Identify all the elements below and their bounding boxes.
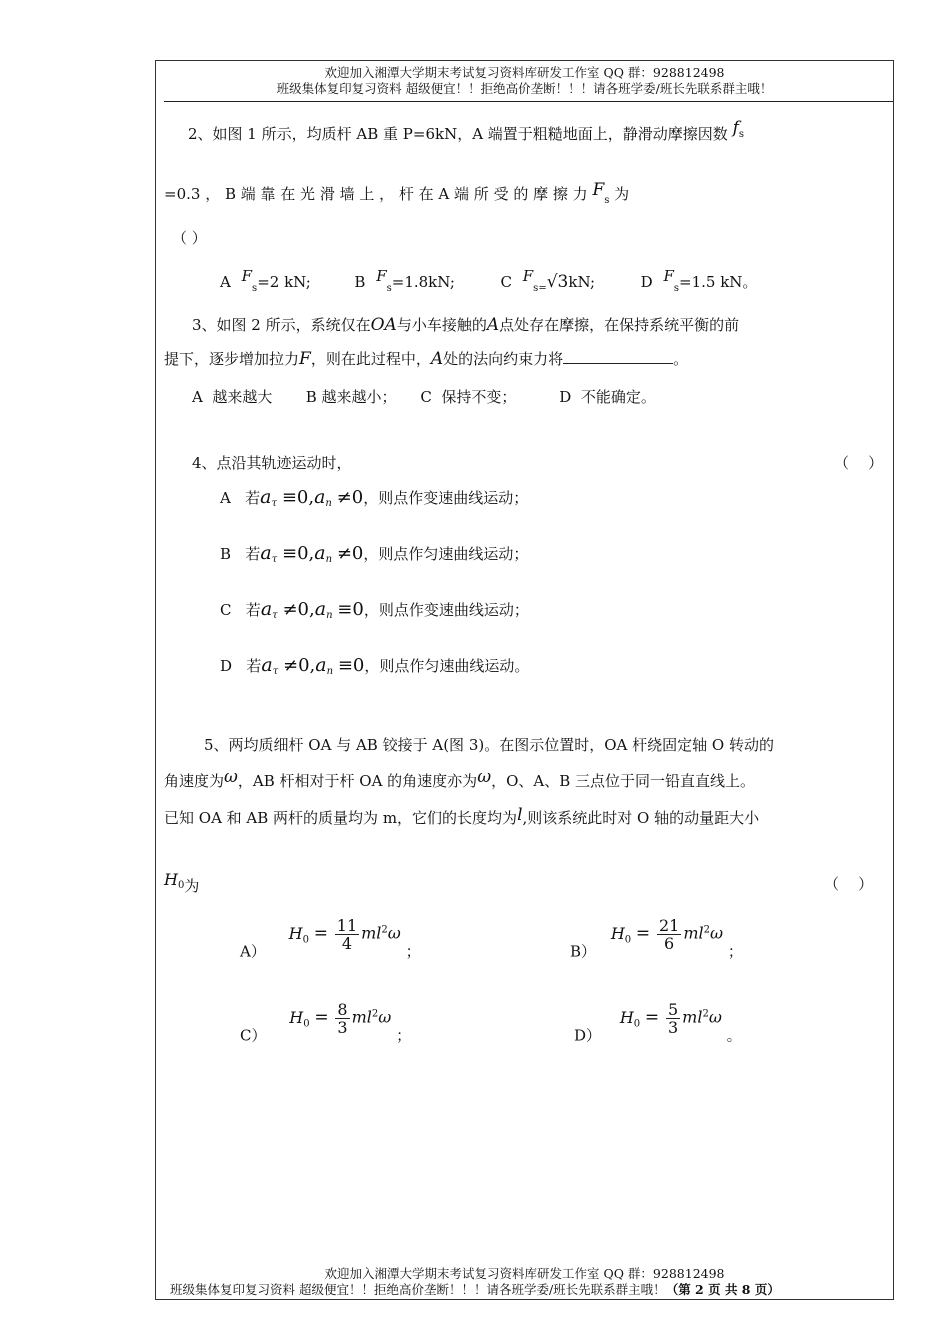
q2-line-2: =0.3 ， B 端 靠 在 光 滑 墙 上 ， 杆 在 A 端 所 受 的 摩 擦 力 $F_s$ 为 — [164, 180, 630, 206]
q4-option-b: B 若$a_\tau \equiv 0,a_n \ne 0$，则点作匀速曲线运动； — [220, 542, 529, 565]
fraction: $\frac{8}{3}$ — [337, 1000, 348, 1037]
header-line-2: 班级集体复印复习资料 超级便宜！！拒绝高价垄断！！！请各班学委/班长先联系群主哦！ — [276, 81, 773, 96]
q4-option-a: A 若$a_\tau \equiv 0,a_n \ne 0$，则点作变速曲线运动； — [220, 486, 529, 509]
footer-line-1: 欢迎加入湘潭大学期末考试复习资料库研发工作室 QQ 群：928812498 — [324, 1266, 725, 1281]
header-line-1: 欢迎加入湘潭大学期末考试复习资料库研发工作室 QQ 群：928812498 — [324, 65, 725, 80]
q4-option-d: D 若$a_\tau \ne 0,a_n \equiv 0$，则点作匀速曲线运动。 — [220, 654, 530, 677]
q5-answer-a: A） $H_0$ = $\frac{11}{4}$ $ml^2\omega$ ； — [240, 916, 421, 961]
page-frame — [155, 60, 894, 1300]
q5-answer-b: B） $H_0$ = $\frac{21}{6}$ $ml^2\omega$ ； — [570, 916, 743, 961]
answer-blank — [563, 349, 673, 364]
q5-line-2: 角速度为ω，AB 杆相对于杆 OA 的角速度亦为ω，O、A、B 三点位于同一铅直直线上。 — [164, 767, 755, 790]
q5-answer-c: C） $H_0$ = $\frac{8}{3}$ $ml^2\omega$ ； — [240, 1000, 412, 1045]
fraction: $\frac{21}{6}$ — [658, 916, 680, 953]
footer-line-2: 班级集体复印复习资料 超级便宜！！拒绝高价垄断！！！请各班学委/班长先联系群主哦！（第 2 页 共 8 页） — [170, 1282, 780, 1297]
q2-line-1: 2、如图 1 所示，均质杆 AB 重 P=6kN，A 端置于粗糙地面上，静滑动摩擦因数 fs — [188, 118, 745, 143]
q3-line-2: 提下，逐步增加拉力F，则在此过程中，A处的法向约束力将 。 — [164, 349, 689, 369]
header-divider — [164, 101, 893, 102]
page-number: （第 2 页 共 8 页） — [665, 1282, 780, 1297]
q4-paren: （ ） — [834, 454, 884, 472]
q5-line-3: 已知 OA 和 AB 两杆的质量均为 m，它们的长度均为l,则该系统此时对 O 轴的动量距大小 — [164, 805, 760, 827]
fraction: $\frac{5}{3}$ — [667, 1000, 679, 1037]
q5-answer-d: D） $H_0$ = $\frac{5}{3}$ $ml^2\omega$ 。 — [574, 1000, 742, 1045]
q3-line-1: 3、如图 2 所示，系统仅在OA与小车接触的A点处存在摩擦，在保持系统平衡的前 — [192, 315, 740, 335]
q5-line-4: $H^0$为 — [164, 870, 200, 895]
q2-paren: （ ） — [172, 229, 207, 247]
q5-paren: （ ） — [824, 875, 874, 893]
q2-options: A $F_s=2$ kN; B $F_s=1.8kN$; C $F_{s=}√3kN$; D $F_s=1.5$ kN。 — [220, 267, 758, 294]
fraction: $\frac{11}{4}$ — [336, 916, 358, 953]
q4-option-c: C 若$a_\tau \ne 0,a_n \equiv 0$，则点作变速曲线运动； — [220, 598, 529, 621]
q5-line-1: 5、两均质细杆 OA 与 AB 铰接于 A(图 3)。在图示位置时，OA 杆绕固定轴 O 转动的 — [204, 736, 774, 754]
q3-options: A 越来越大 B 越来越小； C 保持不变； D 不能确定。 — [192, 388, 656, 406]
q4-stem: 4、点沿其轨迹运动时， — [192, 454, 352, 472]
